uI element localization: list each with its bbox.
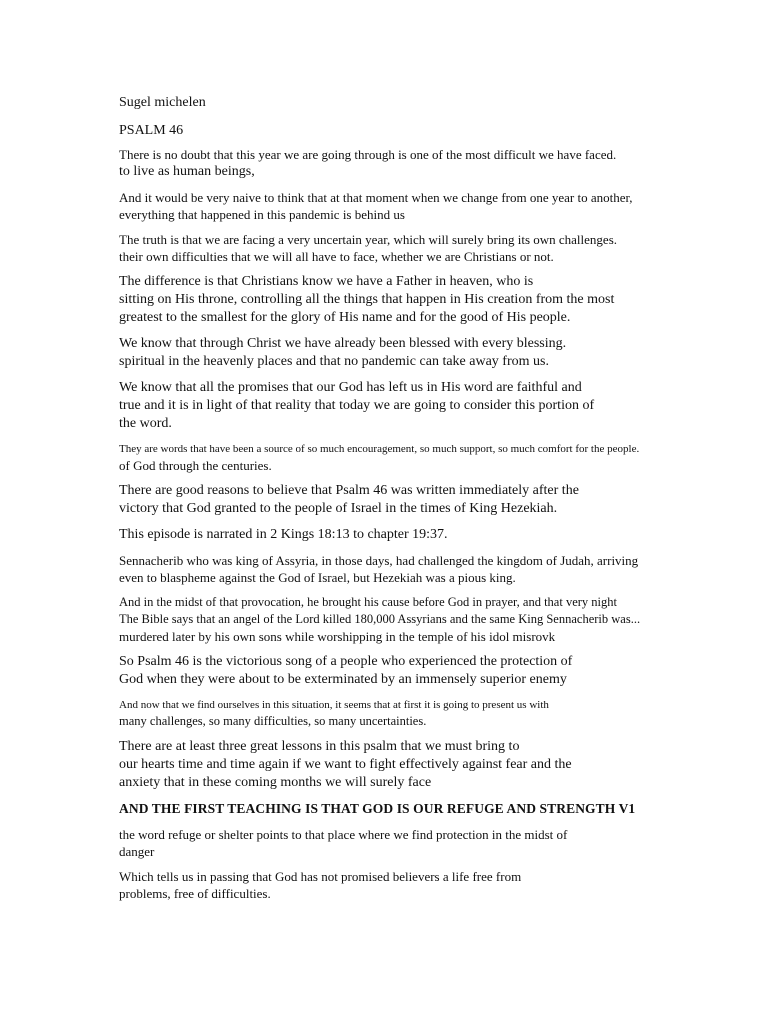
paragraph-line: So Psalm 46 is the victorious song of a people who experienced the protection of [119,654,573,669]
paragraph-line: And in the midst of that provocation, he brought his cause before God in prayer, and that very night [119,595,617,609]
paragraph-line: our hearts time and time again if we want to fight effectively against fear and the [119,757,572,772]
paragraph-line: victory that God granted to the people of Israel in the times of King Hezekiah. [119,501,558,516]
paragraph [119,594,719,645]
paragraph-line: of God through the centuries. [119,458,272,473]
paragraph [119,826,719,860]
paragraph-line: There are good reasons to believe that Psalm 46 was written immediately after the [119,483,579,498]
paragraph [119,189,719,223]
paragraph-line: anxiety that in these coming months we will surely face [119,775,432,790]
paragraph-line: We know that through Christ we have already been blessed with every blessing. [119,336,567,351]
paragraph-line: Sennacherib who was king of Assyria, in those days, had challenged the kingdom of Judah, arriving [119,553,639,568]
document-page [119,94,719,910]
paragraph-line: The truth is that we are facing a very uncertain year, which will surely bring its own challenges. [119,232,618,247]
document-title: PSALM 46 [119,123,184,138]
paragraph-line: We know that all the promises that our God has left us in His word are faithful and [119,380,582,395]
paragraph-line: many challenges, so many difficulties, so many uncertainties. [119,714,427,728]
paragraph-line: The difference is that Christians know we have a Father in heaven, who is [119,274,534,289]
paragraph [119,653,719,689]
paragraph-line: everything that happened in this pandemic is behind us [119,207,405,222]
paragraph [119,697,719,730]
paragraph-line: greatest to the smallest for the glory of His name and for the good of His people. [119,310,571,325]
paragraph-line: This episode is narrated in 2 Kings 18:13 to chapter 19:37. [119,527,448,542]
paragraph [119,552,719,586]
paragraph-line: the word. [119,416,172,431]
paragraph-line: There are at least three great lessons in this psalm that we must bring to [119,739,520,754]
paragraph [119,868,719,902]
paragraph [119,526,719,544]
paragraph-line: murdered later by his own sons while worshipping in the temple of his idol misrovk [119,629,556,644]
paragraph [119,379,719,433]
paragraph [119,335,719,371]
paragraph [119,231,719,265]
paragraph-line: to live as human beings, [119,164,255,179]
paragraph-line: God when they were about to be exterminated by an immensely superior enemy [119,672,567,687]
paragraph-line: They are words that have been a source of so much encouragement, so much support, so much comfort for the people. [119,443,640,455]
paragraph-line: the word refuge or shelter points to that place where we find protection in the midst of [119,827,568,842]
paragraph-line: The Bible says that an angel of the Lord killed 180,000 Assyrians and the same King Sennacherib was... [119,612,641,626]
paragraph-line: danger [119,844,155,859]
author-name: Sugel michelen [119,95,206,110]
paragraph [119,482,719,518]
paragraph-line: even to blaspheme against the God of Israel, but Hezekiah was a pious king. [119,570,516,585]
paragraph [119,738,719,792]
paragraph-line: There is no doubt that this year we are going through is one of the most difficult we have faced. [119,147,617,162]
paragraph [119,273,719,327]
paragraph-line: their own difficulties that we will all have to face, whether we are Christians or not. [119,249,554,264]
paragraph [119,146,719,181]
paragraph-line: And now that we find ourselves in this situation, it seems that at first it is going to present us with [119,699,549,711]
paragraph-line: true and it is in light of that reality that today we are going to consider this portion of [119,398,595,413]
paragraph-line: problems, free of difficulties. [119,886,271,901]
paragraph-line: spiritual in the heavenly places and that no pandemic can take away from us. [119,354,549,369]
paragraph-line: And it would be very naive to think that at that moment when we change from one year to another, [119,190,633,205]
paragraph-line: Which tells us in passing that God has not promised believers a life free from [119,869,522,884]
paragraph-line: sitting on His throne, controlling all the things that happen in His creation from the most [119,292,615,307]
paragraph [119,441,719,474]
section-heading: AND THE FIRST TEACHING IS THAT GOD IS OUR REFUGE AND STRENGTH V1 [119,801,636,816]
